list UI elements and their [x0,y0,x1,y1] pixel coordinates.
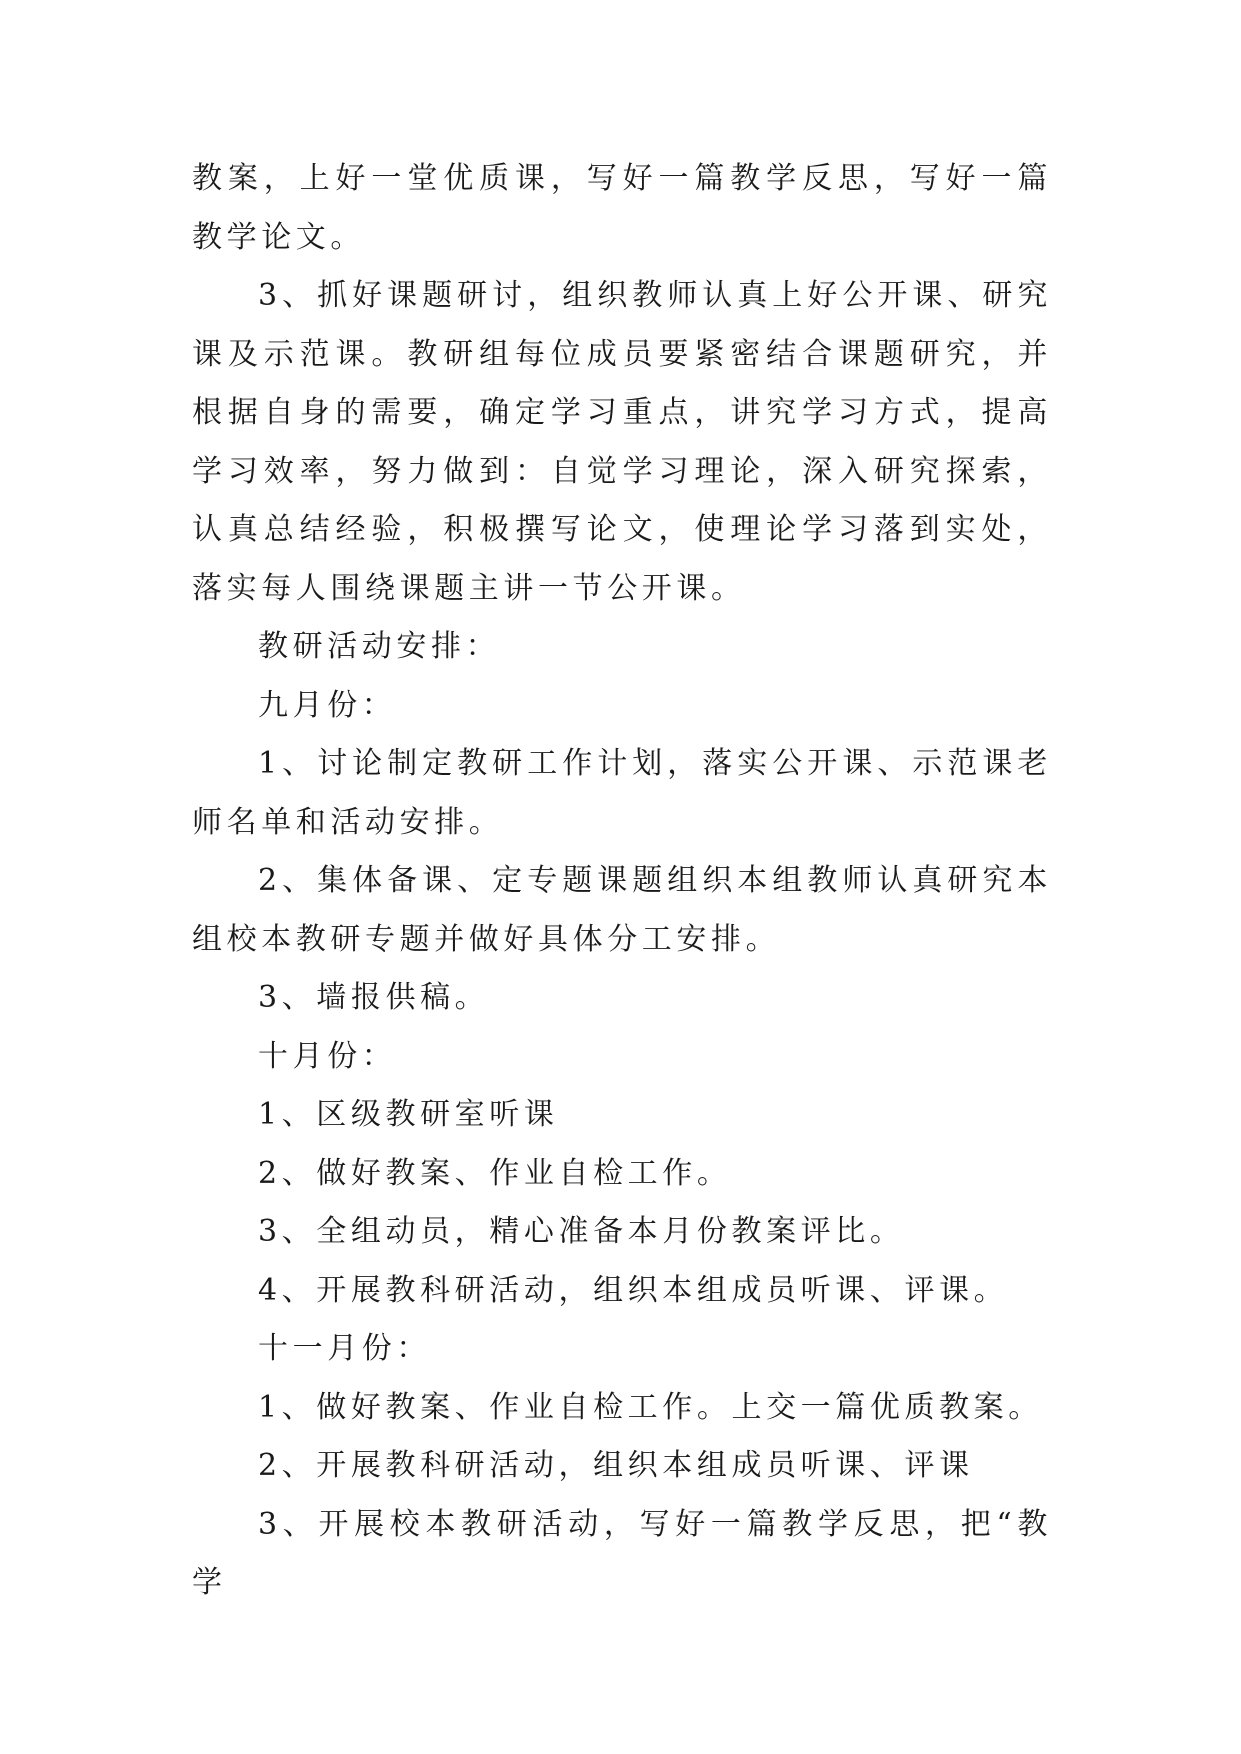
paragraph-15: 3、开展校本教研活动，写好一篇教学反思，把“教学 [192,1506,1052,1600]
document-body [192,150,1052,1613]
paragraph-1: 3、抓好课题研讨，组织教师认真上好公开课、研究课及示范课。教研组每位成员要紧密结合课题研究，并根据自身的需要，确定学习重点，讲究学习方式，提高学习效率，努力做到：自觉学习理论，深入研究探索，认真总结经验，积极撰写论文，使理论学习落到实处，落实每人围绕课题主讲一节公开课。 [192,278,1052,606]
paragraph-11: 4、开展教科研活动，组织本组成员听课、评课。 [258,1272,1009,1308]
paragraph-10: 3、全组动员，精心准备本月份教案评比。 [258,1214,905,1249]
paragraph-7: 十月份： [258,1038,397,1074]
paragraph-0: 教案，上好一堂优质课，写好一篇教学反思，写好一篇教学论文。 [192,161,1052,255]
paragraph-6: 3、墙报供稿。 [258,980,490,1015]
paragraph-13: 1、做好教案、作业自检工作。上交一篇优质教案。 [258,1389,1043,1425]
paragraph-9: 2、做好教案、作业自检工作。 [258,1155,732,1191]
paragraph-4: 1、讨论制定教研工作计划，落实公开课、示范课老师名单和活动安排。 [192,746,1052,840]
paragraph-12: 十一月份： [258,1331,431,1366]
paragraph-8: 1、区级教研室听课 [258,1097,559,1132]
paragraph-3: 九月份： [258,687,397,723]
paragraph-5: 2、集体备课、定专题课题组织本组教师认真研究本组校本教研专题并做好具体分工安排。 [192,863,1052,957]
paragraph-2: 教研活动安排： [258,629,501,664]
paragraph-14: 2、开展教科研活动，组织本组成员听课、评课 [258,1448,974,1483]
